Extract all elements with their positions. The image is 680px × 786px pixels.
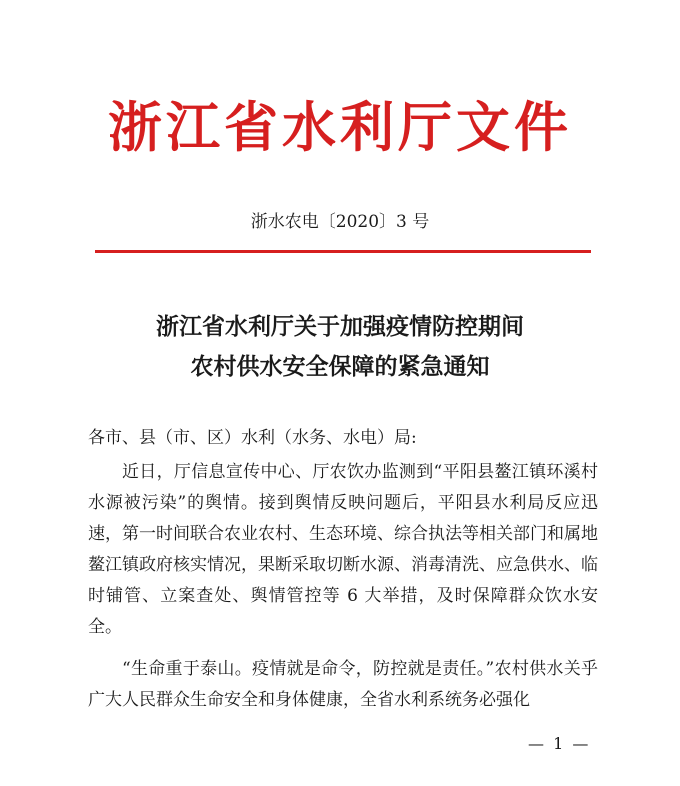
document-number: 浙水农电〔2020〕3 号 [250, 212, 430, 232]
body-paragraph-2: “生命重于泰山。疫情就是命令，防控就是责任。”农村供水关乎广大人民群众生命安全和身体健康，全省水利系统务必强化 [88, 659, 598, 710]
red-divider-line [95, 250, 591, 253]
document-masthead: 浙江省水利厅文件 [108, 95, 572, 159]
salutation: 各市、县（市、区）水利（水务、水电）局: [88, 428, 417, 448]
page-number: — 1 — [528, 734, 591, 753]
body-paragraph-1: 近日，厅信息宣传中心、厅农饮办监测到“平阳县鳌江镇环溪村水源被污染”的舆情。接到舆情反映问题后，平阳县水利局反应迅速，第一时间联合农业农村、生态环境、综合执法等相关部门和属地鳌江镇政府核实情况，果断采取切断水源、消毒清洗、应急供水、临时铺管、立案查处、舆情管控等 6 大举措，及时保障群众饮水安全。 [88, 462, 598, 637]
document-title-line-1: 浙江省水利厅关于加强疫情防控期间 [156, 313, 524, 340]
document-title-line-2: 农村供水安全保障的紧急通知 [190, 353, 490, 380]
